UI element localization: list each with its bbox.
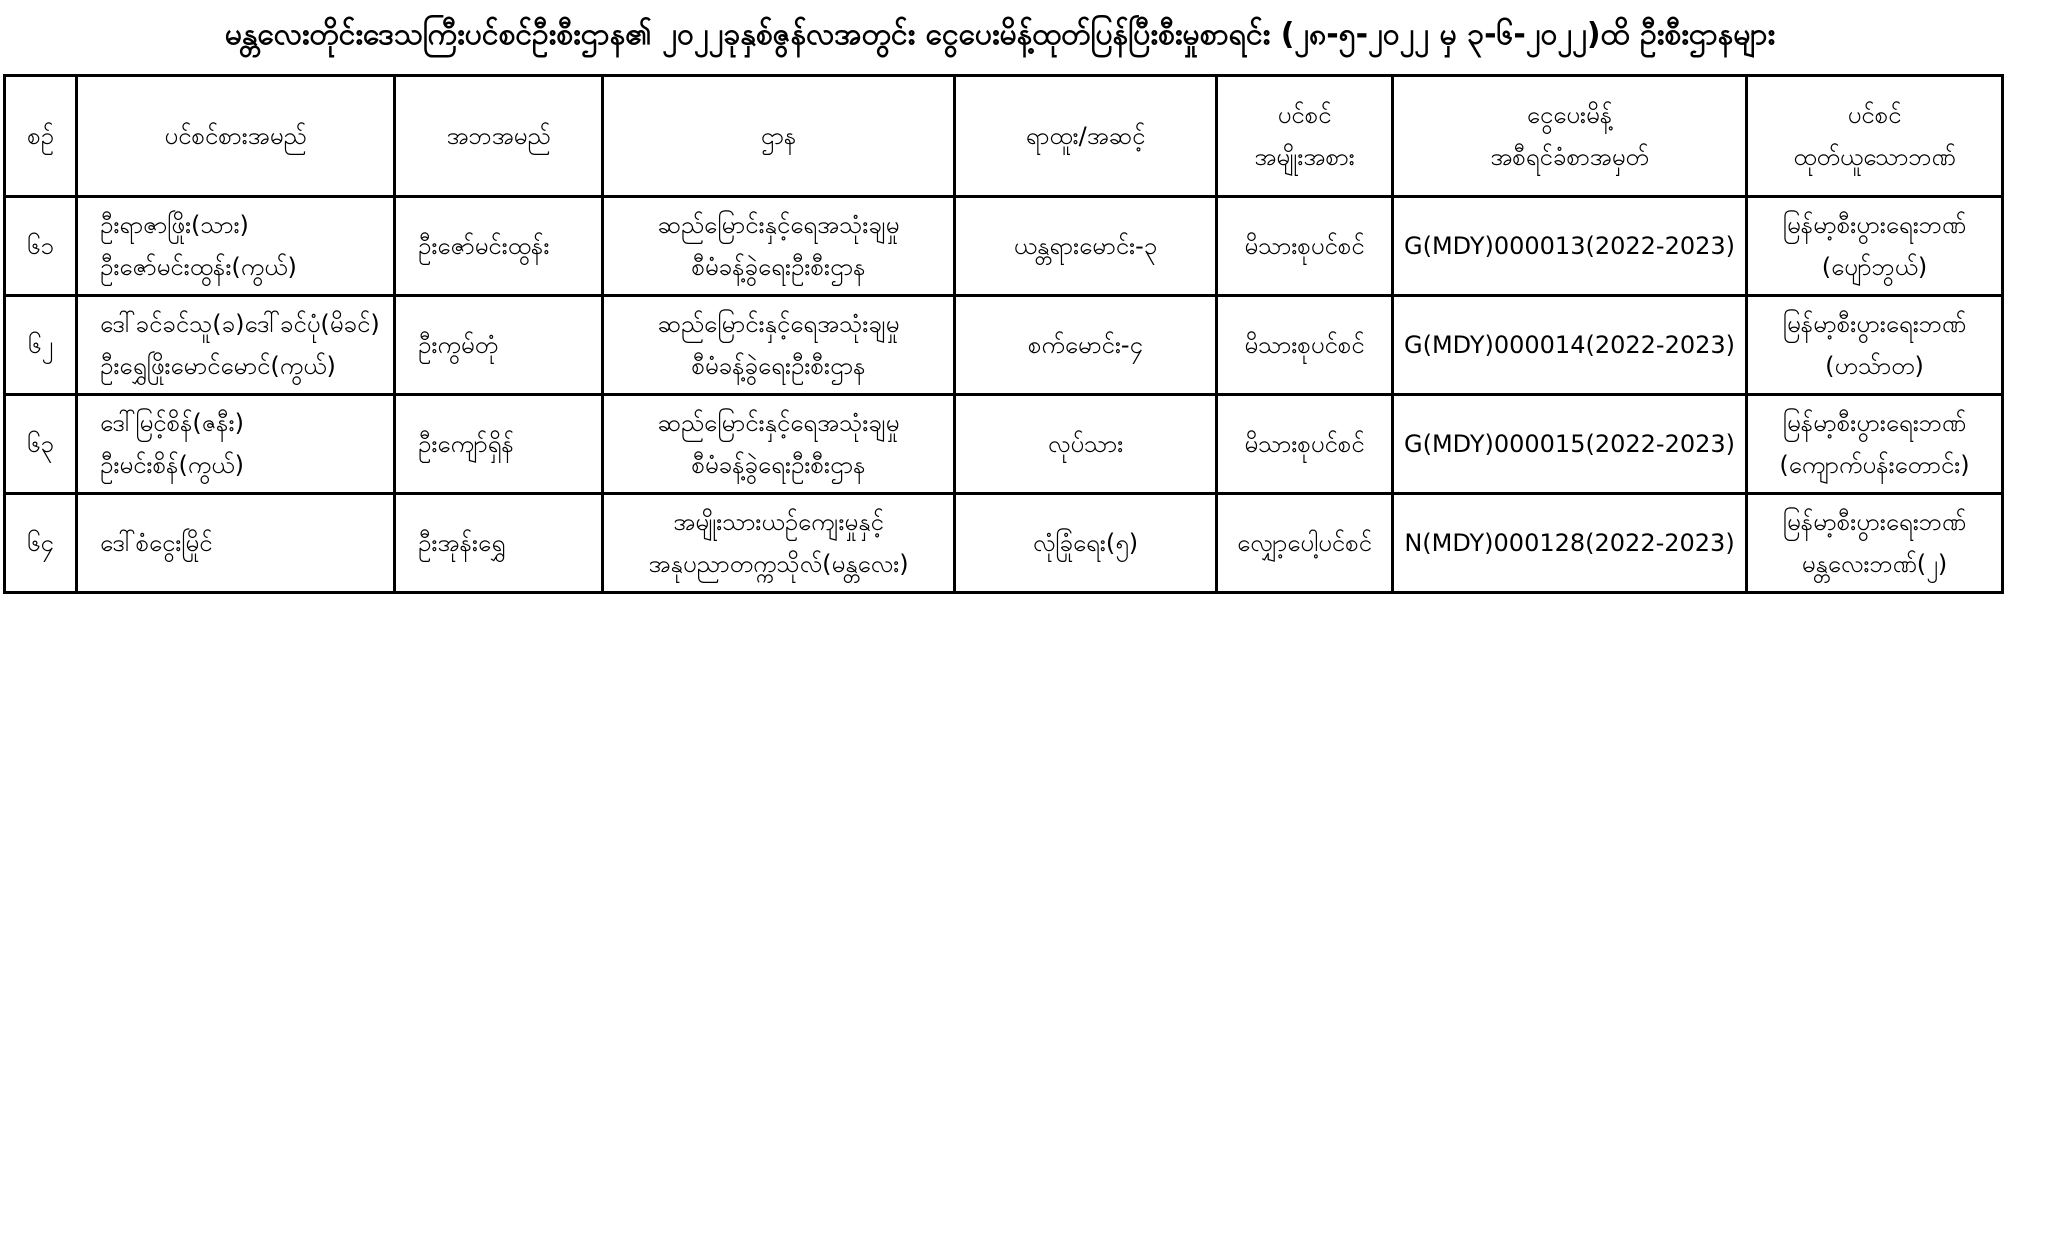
table-row [5, 197, 2003, 296]
cell-pensioner-name: ဒေါ်ခင်ခင်သူ(ခ)ဒေါ်ခင်ပုံ(မိခင်) ဦးရွှေဖြိုးမောင်မောင်(ကွယ်) [77, 296, 395, 395]
cell-department: ဆည်မြောင်းနှင့်ရေအသုံးချမှု စီမံခန့်ခွဲရေးဦးစီးဌာန [603, 197, 955, 296]
cell-father-name: ဦးအုန်းရွှေ [395, 494, 603, 593]
cell-serial: ၆၄ [5, 494, 77, 593]
cell-pension-type: မိသားစုပင်စင် [1217, 296, 1393, 395]
cell-department: အမျိုးသားယဉ်ကျေးမှုနှင့် အနုပညာတက္ကသိုလ်(မန္တလေး) [603, 494, 955, 593]
header-report-number: ငွေပေးမိန့် အစီရင်ခံစာအမှတ် [1393, 76, 1747, 197]
cell-report-number: G(MDY)000015(2022-2023) [1393, 395, 1747, 494]
table-row [5, 296, 2003, 395]
cell-pensioner-name: ဒေါ်စံငွေးမြိုင် [77, 494, 395, 593]
cell-father-name: ဦးဇော်မင်းထွန်း [395, 197, 603, 296]
cell-bank: မြန်မာ့စီးပွားရေးဘဏ် (ကျောက်ပန်းတောင်း) [1747, 395, 2003, 494]
cell-serial: ၆၁ [5, 197, 77, 296]
cell-pension-type: မိသားစုပင်စင် [1217, 197, 1393, 296]
cell-serial: ၆၂ [5, 296, 77, 395]
header-pensioner-name: ပင်စင်စားအမည် [77, 76, 395, 197]
header-serial: စဉ် [5, 76, 77, 197]
header-rank: ရာထူး/အဆင့် [955, 76, 1217, 197]
cell-rank: လုပ်သား [955, 395, 1217, 494]
cell-bank: မြန်မာ့စီးပွားရေးဘဏ် (ဟသ်ာတ) [1747, 296, 2003, 395]
header-bank: ပင်စင် ထုတ်ယူသောဘဏ် [1747, 76, 2003, 197]
cell-rank: စက်မောင်း-၄ [955, 296, 1217, 395]
cell-father-name: ဦးကျော်ရှိန် [395, 395, 603, 494]
header-father-name: အဘအမည် [395, 76, 603, 197]
cell-pension-type: မိသားစုပင်စင် [1217, 395, 1393, 494]
cell-serial: ၆၃ [5, 395, 77, 494]
cell-department: ဆည်မြောင်းနှင့်ရေအသုံးချမှု စီမံခန့်ခွဲရေးဦးစီးဌာန [603, 395, 955, 494]
cell-pensioner-name: ဒေါ်မြင့်စိန်(ဇနီး) ဦးမင်းစိန်(ကွယ်) [77, 395, 395, 494]
cell-bank: မြန်မာ့စီးပွားရေးဘဏ် (ပျော်ဘွယ်) [1747, 197, 2003, 296]
pension-table [3, 74, 2004, 594]
table-row [5, 494, 2003, 593]
cell-report-number: G(MDY)000013(2022-2023) [1393, 197, 1747, 296]
header-pension-type: ပင်စင် အမျိုးအစား [1217, 76, 1393, 197]
cell-pensioner-name: ဦးရာဇာဖြိုး(သား) ဦးဇော်မင်းထွန်း(ကွယ်) [77, 197, 395, 296]
cell-father-name: ဦးကွမ်တုံ [395, 296, 603, 395]
cell-department: ဆည်မြောင်းနှင့်ရေအသုံးချမှု စီမံခန့်ခွဲရေးဦးစီးဌာန [603, 296, 955, 395]
cell-report-number: N(MDY)000128(2022-2023) [1393, 494, 1747, 593]
cell-bank: မြန်မာ့စီးပွားရေးဘဏ် မန္တလေးဘဏ်(၂) [1747, 494, 2003, 593]
cell-rank: ယန္တရားမောင်း-၃ [955, 197, 1217, 296]
table-header-row [5, 76, 2003, 197]
page-title: မန္တလေးတိုင်းဒေသကြီးပင်စင်ဦးစီးဌာန၏ ၂၀၂၂ခုနှစ်ဇွန်လအတွင်း ငွေပေးမိန့်ထုတ်ပြန်ပြီးစီးမှုစာရင်း (၂၈-၅-၂၀၂၂ မှ ၃-၆-၂၀၂၂)ထိ ဦးစီးဌာနများ [224, 17, 1776, 52]
cell-report-number: G(MDY)000014(2022-2023) [1393, 296, 1747, 395]
table-row [5, 395, 2003, 494]
cell-rank: လုံခြုံရေး(၅) [955, 494, 1217, 593]
header-department: ဌာန [603, 76, 955, 197]
cell-pension-type: လျှော့ပေါ့ပင်စင် [1217, 494, 1393, 593]
